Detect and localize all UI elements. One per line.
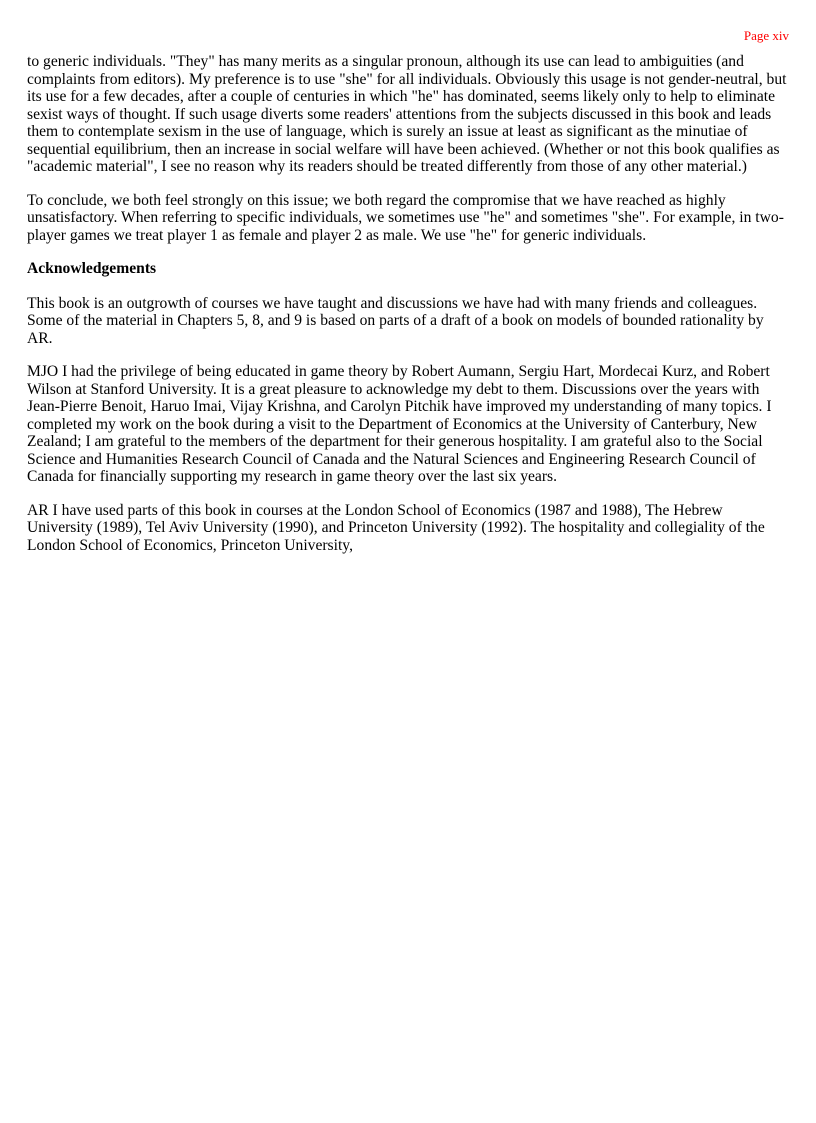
paragraph-acknowledgements-intro: This book is an outgrowth of courses we have taught and discussions we have had with many friends and colleagues. Some of the material in Chapters 5, 8, and 9 is based on parts of a draft of a book on models of bounded rationality by AR. — [27, 294, 764, 347]
document-body — [27, 53, 792, 570]
paragraph-conclusion: To conclude, we both feel strongly on this issue; we both regard the compromise that we have reached as highly unsatisfactory. When referring to specific individuals, we sometimes use "he" and sometimes "she". For example, in two-player games we treat player 1 as female and player 2 as male. We use "he" for generic individuals. — [27, 191, 784, 244]
paragraph-pronoun-usage: to generic individuals. "They" has many merits as a singular pronoun, although its use can lead to ambiguities (and complaints from editors). My preference is to use "she" for all individuals. Obviously this usage is not gender-neutral, but its use for a few decades, after a couple of centuries in which "he" has dominated, seems likely only to help to eliminate sexist ways of thought. If such usage diverts some readers' attentions from the subjects discussed in this book and leads them to contemplate sexism in the use of language, which is surely an issue at least as significant as the minutiae of sequential equilibrium, then an increase in social welfare will have been achieved. (Whether or not this book qualifies as "academic material", I see no reason why its readers should be treated differently from those of any other material.) — [27, 53, 787, 175]
page-number: Page xiv — [743, 28, 789, 43]
paragraph-acknowledgements-ar: AR I have used parts of this book in courses at the London School of Economics (1987 and 1988), The Hebrew University (1989), Tel Aviv University (1990), and Princeton University (1992). The hospitality and collegiality of the London School of Economics, Princeton University, — [27, 501, 765, 554]
section-heading-acknowledgements: Acknowledgements — [27, 260, 157, 277]
paragraph-acknowledgements-mjo: MJO I had the privilege of being educated in game theory by Robert Aumann, Sergiu Hart, Mordecai Kurz, and Robert Wilson at Stanford University. It is a great pleasure to acknowledge my debt to them. Discussions over the years with Jean-Pierre Benoit, Haruo Imai, Vijay Krishna, and Carolyn Pitchik have improved my understanding of many topics. I completed my work on the book during a visit to the Department of Economics at the University of Canterbury, New Zealand; I am grateful to the members of the department for their generous hospitality. I am grateful also to the Social Science and Humanities Research Council of Canada and the Natural Sciences and Engineering Research Council of Canada for financially supporting my research in game theory over the last six years. — [27, 363, 772, 485]
